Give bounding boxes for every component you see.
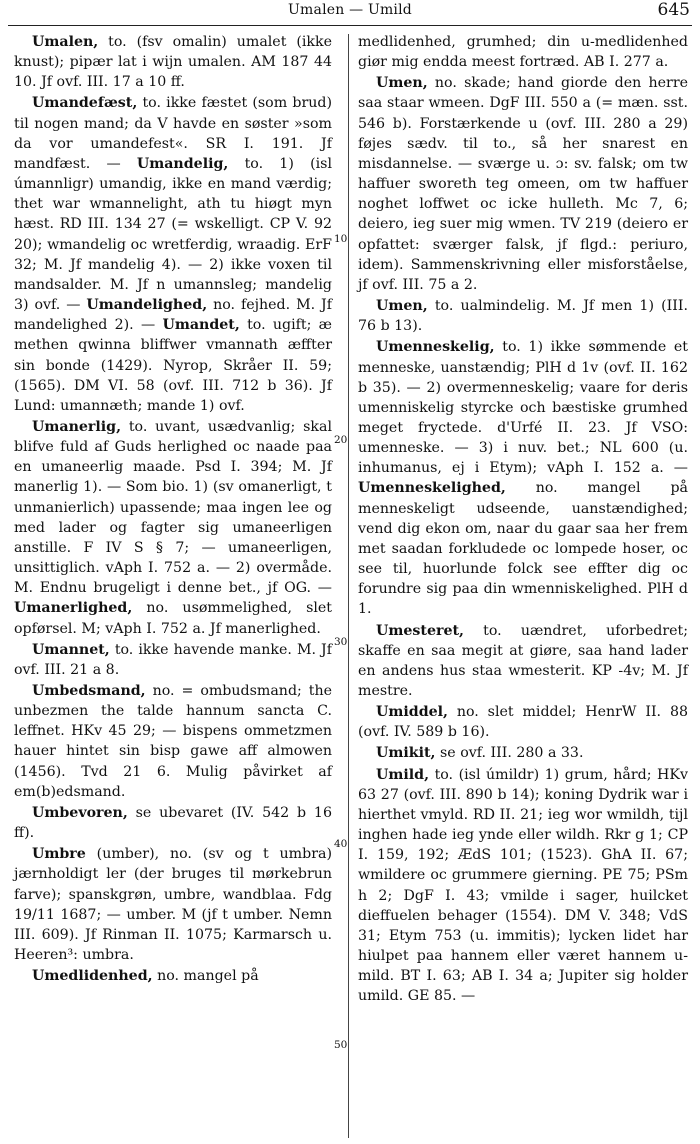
entry-text: no. mangel på menneskeligt udseende, uanstændighed; vend dig ekon om, naar du gaar saa her frem met saadan forkludede oc lompede hoser, oc see til, huorlunde folck see effter dig oc forundre sig paa din wmenniskelighed. PlH d 1. bbox=[358, 480, 688, 618]
running-title: Umalen — Umild bbox=[288, 2, 412, 18]
page-header bbox=[0, 0, 700, 30]
entry-text: to. ikke fæstet (som brud) til nogen mand; da V havde en søster »som da vor umandefest«. SR I. 191. Jf mandfæst. — bbox=[14, 95, 332, 172]
dictionary-entry bbox=[358, 621, 688, 702]
dictionary-entry bbox=[358, 337, 688, 619]
right-column bbox=[358, 32, 688, 1008]
headword: Umanerlighed, bbox=[14, 600, 133, 617]
header-rule bbox=[8, 25, 692, 26]
headword: Umenneskelighed, bbox=[358, 480, 506, 497]
headword: Umesteret, bbox=[376, 622, 464, 639]
entry-text: no. slet middel; HenrW II. 88 (ovf. IV. 589 b 16). bbox=[358, 704, 688, 741]
entry-text: to. (fsv omalin) umalet (ikke knust); pipær lat i wijn umalen. AM 187 44 10. Jf ovf. III. 17 a 10 ff. bbox=[14, 34, 332, 91]
headword: Umalen, bbox=[32, 34, 99, 50]
column-divider bbox=[348, 34, 349, 1138]
dictionary-entry bbox=[358, 702, 688, 742]
headword: Umanerlig, bbox=[32, 418, 122, 435]
entry-text: no. = ombudsmand; the unbezmen the talde hannum sancta C. leffnet. HKv 45 29; — bispens ommetzmen hauer hintet sin bisp gawe aff almowen (1456). Tvd 21 6. Mulig påvirket af em(b)edsmand. bbox=[14, 683, 332, 800]
dictionary-entry bbox=[358, 296, 688, 336]
dictionary-entry bbox=[358, 32, 688, 72]
dictionary-entry bbox=[14, 803, 332, 843]
entry-text: no. usømmelighed, slet opførsel. M; vAph I. 752 a. Jf manerlighed. bbox=[14, 600, 332, 637]
left-column bbox=[14, 32, 332, 987]
headword: Umiddel, bbox=[376, 704, 448, 721]
dictionary-entry bbox=[14, 93, 332, 416]
entry-text: no. mangel på bbox=[152, 968, 259, 985]
line-number: 40 bbox=[334, 838, 348, 850]
headword: Umenneskelig, bbox=[376, 339, 495, 356]
line-number: 50 bbox=[334, 1039, 348, 1051]
line-number: 20 bbox=[334, 434, 348, 446]
headword: Umedlidenhed, bbox=[32, 968, 153, 985]
dictionary-entry bbox=[14, 32, 332, 92]
entry-text: to. ualmindelig. M. Jf men 1) (III. 76 b 13). bbox=[358, 298, 688, 335]
entry-text: se ubevaret (IV. 542 b 16 ff). bbox=[14, 804, 332, 842]
entry-text: (umber), no. (sv og t umbra) jærnholdigt ler (der bruges til mørkebrun farve); spanskgrøn, umbre, wandblaa. Fdg 19/11 1687; — umber. M (jf t umber. Nemn III. 609). Jf Rinman II. 1075; Karmarsch u. Heeren³: umbra. bbox=[14, 846, 332, 964]
entry-text: to. ugift; æ methen qwinna bliffwer vmannath æffter sin bonde (1429). Nyrop, Skråer II. 59; (1565). DM VI. 58 (ovf. III. 712 b 36). Jf Lund: umannæth; mande 1) ovf. bbox=[14, 317, 333, 414]
headword: Umild, bbox=[376, 766, 430, 783]
headword: Umbedsmand, bbox=[32, 683, 146, 699]
entry-text: no. skade; hand giorde den herre saa staar wmeen. DgF III. 550 a (= mæn. sst. 546 b). Forstærkende u (ovf. III. 280 a 29) føjes sædv. til to., så her snarest en misdannelse. — sværge u. ɔ: sv. falsk; om tw haffuer sworeth teg omeen, om tw haffuer noghet loffwet oc icke hulleth. Mc 7, 6; deiero, ieg suer mig wmen. TV 219 (deiero er opfattet: sværger falsk, jf flgd.: periuro, idem). Sammenskrivning eller misforståelse, jf ovf. III. 75 a 2. bbox=[358, 75, 688, 293]
entry-text: to. (isl úmildr) 1) grum, hård; HKv 63 27 (ovf. III. 890 b 14); koning Dydrik war i hierthet vmyld. RD II. 21; ieg wor wmildh, tijl inghen hade ieg ynde eller wildh. Rkr g 1; CP I. 159, 192; ÆdS 101; (1523). GhA II. 67; wmildere oc grummere gierning. PE 75; PSm h 2; DgF I. 43; vmilde i sager, huilcket dieffuelen behager (1554). DM V. 348; VdS 31; Etym 753 (u. immitis); lycken lidet har hiulpet paa hannem eller været hannem u-mild. BT I. 63; AB I. 34 a; Jupiter sig holder umild. GE 85. — bbox=[358, 766, 688, 1005]
headword: Umen, bbox=[376, 75, 428, 92]
entry-text: medlidenhed, grumhed; din u-medlidenhed giør mig endda meest fortræd. AB I. 277 a. bbox=[358, 34, 688, 71]
headword: Umannet, bbox=[32, 641, 110, 658]
entry-text: to. uændret, uforbedret; skaffe en saa megit at giøre, saa hand lader en andens hus staa wmesterit. KP -4v; M. Jf mestre. bbox=[358, 622, 688, 699]
headword: Umandet, bbox=[162, 317, 240, 334]
dictionary-entry bbox=[14, 417, 332, 639]
entry-text: to. 1) (isl úmannligr) umandig, ikke en mand værdig; thet war wmannelight, ath tu hiøgt myn hæst. RD III. 134 27 (= wskelligt. CP V. 92 20); wmandelig oc wretferdig, wraadig. ErF 32; M. Jf mandelig 4). — 2) ikke voxen til mandsalder. M. Jf n umannsleg; mandelig 3) ovf. — bbox=[14, 155, 332, 314]
headword: Umandelighed, bbox=[86, 297, 208, 314]
entry-text: to. ikke havende manke. M. Jf ovf. III. 21 a 8. bbox=[14, 641, 332, 678]
headword: Umikit, bbox=[376, 745, 436, 762]
headword: Umbevoren, bbox=[32, 804, 128, 821]
dictionary-entry bbox=[358, 743, 688, 763]
dictionary-entry bbox=[14, 640, 332, 680]
line-number: 10 bbox=[334, 233, 348, 245]
line-number: 30 bbox=[334, 636, 348, 648]
entry-text: to. 1) ikke sømmende et menneske, uanstændig; PlH d 1v (ovf. II. 162 b 35). — 2) overmenneskelig; vaare for deris umenniskelig styrcke och bæstiske grumhed meget fryctede. d'Urfé II. 23. Jf VSO: umenneske. — 3) i nuv. bet.; NL 600 (u. inhumanus, ej i Etym); vAph I. 152 a. — bbox=[358, 339, 688, 477]
entry-text: se ovf. III. 280 a 33. bbox=[435, 745, 584, 762]
dictionary-entry bbox=[14, 966, 332, 986]
page-number: 645 bbox=[657, 0, 690, 20]
headword: Umbre bbox=[32, 846, 86, 863]
headword: Umandefæst, bbox=[32, 95, 138, 112]
dictionary-entry bbox=[14, 844, 332, 965]
entry-text: no. fejhed. M. Jf mandelighed 2). — bbox=[14, 297, 332, 334]
headword: Umen, bbox=[376, 298, 428, 315]
dictionary-entry bbox=[358, 73, 688, 295]
entry-text: to. uvant, usædvanlig; skal blifve fuld af Guds herlighed oc naade paa en umaneerlig maade. Psd I. 394; M. Jf manerlig 1). — Som bio. 1) (sv omanerligt, t unmanierlich) upassende; maa ingen lee og med lader og fagter sig umaneerligen anstille. F IV S § 7; — umaneerligen, unsittiglich. vAph I. 752 a. — 2) overmåde. M. Endnu brugeligt i denne bet., jf OG. — bbox=[14, 418, 332, 597]
dictionary-entry bbox=[358, 765, 688, 1007]
headword: Umandelig, bbox=[136, 155, 229, 172]
dictionary-entry bbox=[14, 681, 332, 802]
